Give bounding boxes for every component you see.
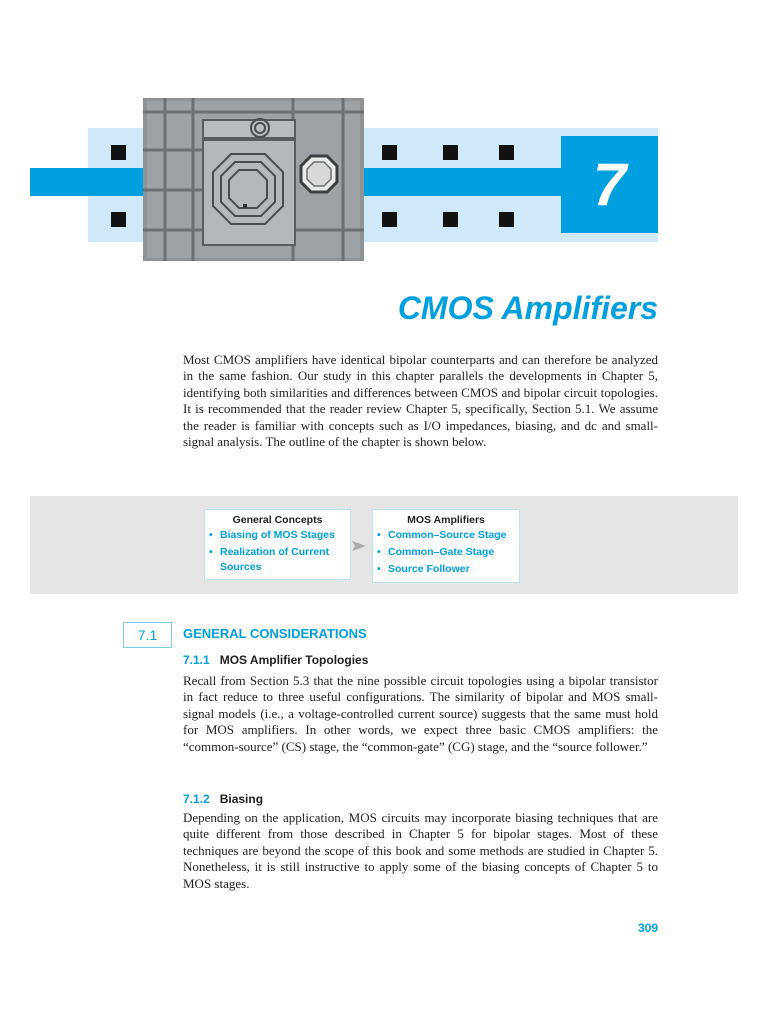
outline-item-label: Source Follower [388, 563, 470, 575]
outline-box-mos-amplifiers [372, 509, 520, 583]
chapter-number: 7 [592, 151, 627, 218]
banner-square [499, 145, 514, 160]
outline-item-label: Realization of Current Sources [220, 546, 330, 573]
outline-item-label: Common–Source Stage [388, 529, 507, 541]
arrow-right-icon [352, 539, 370, 553]
banner-square [443, 212, 458, 227]
chapter-title: CMOS Amplifiers [397, 290, 658, 326]
outline-item [205, 528, 350, 543]
outline-item [373, 545, 519, 560]
subsection-number: 7.1.1 [183, 653, 210, 667]
bullet: • [209, 546, 213, 558]
subsection-number: 7.1.2 [183, 792, 210, 806]
chip-die-photo [143, 98, 364, 261]
bullet: • [377, 563, 381, 575]
banner-square [382, 212, 397, 227]
banner-square [382, 145, 397, 160]
outline-item [373, 528, 519, 543]
intro-paragraph: Most CMOS amplifiers have identical bipolar counterparts and can therefore be analyzed in the same fashion. Our study in this chapter parallels the developments in Chapter 5, identifying both similarities and differences between CMOS and bipolar circuit topologies. It is recommended that the reader review Chapter 5, specifically, Section 5.1. We assume the reader is familiar with concepts such as I/O impedances, biasing, and dc and small-signal analysis. The outline of the chapter is shown below. [183, 352, 658, 450]
bullet: • [377, 529, 381, 541]
outline-item [205, 545, 350, 575]
outline-item-label: Common–Gate Stage [388, 546, 495, 558]
subsection-title: Biasing [219, 792, 264, 806]
section-heading: GENERAL CONSIDERATIONS [183, 626, 367, 641]
subsection-heading-7-1-1 [183, 651, 368, 669]
banner-square [499, 212, 514, 227]
outline-header: General Concepts [232, 514, 323, 526]
section-number: 7.1 [123, 622, 172, 648]
outline-item-label: Biasing of MOS Stages [220, 529, 335, 541]
page-number: 309 [637, 921, 658, 935]
banner-square [111, 212, 126, 227]
banner-square [111, 145, 126, 160]
outline-header: MOS Amplifiers [407, 514, 485, 526]
outline-box-general-concepts [204, 509, 351, 580]
subsection-heading-7-1-2 [183, 790, 263, 808]
banner-square [443, 145, 458, 160]
subsection-7-1-2-paragraph: Depending on the application, MOS circuits may incorporate biasing techniques that are quite different from those described in Chapter 5 for bipolar stages. Most of these techniques are beyond the scope of this book and some methods are studied in Chapter 5. Nonetheless, it is still instructive to apply some of the biasing concepts of Chapter 5 to MOS stages. [183, 810, 658, 891]
bullet: • [377, 546, 381, 558]
bullet: • [209, 529, 213, 541]
subsection-7-1-1-paragraph: Recall from Section 5.3 that the nine possible circuit topologies using a bipolar transistor in fact reduce to three useful configurations. The similarity of bipolar and MOS small-signal models (i.e., a voltage-controlled current source) suggests that the same must hold for MOS amplifiers. In other words, we expect three basic CMOS amplifiers: the “common-source” (CS) stage, the “common-gate” (CG) stage, and the “source follower.” [183, 673, 658, 754]
subsection-title: MOS Amplifier Topologies [219, 653, 369, 667]
outline-item [373, 562, 519, 577]
